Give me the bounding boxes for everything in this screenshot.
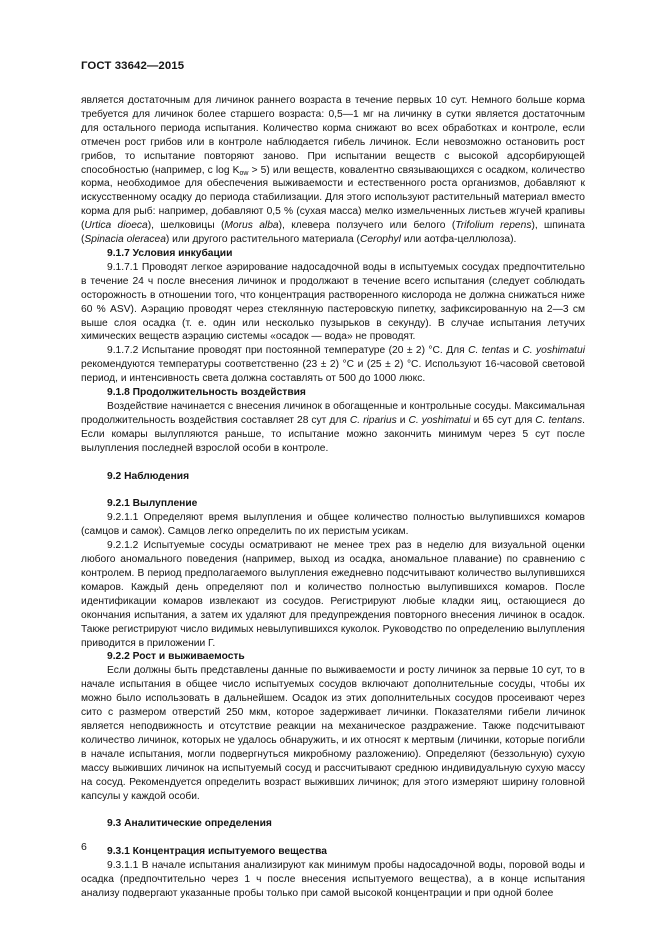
page-number: 6 (81, 841, 87, 853)
document-body (81, 94, 585, 901)
body-paragraph: 9.1.7.1 Проводят легкое аэрирование надосадочной воды в испытуемых сосудах предпочтительно в течение 24 ч после внесения личинок и продолжают в течение всего испытания (следует соблюдать осторожность в отношении того, что концентрация растворенного кислорода не должна снижаться ниже 60 % ASV). Аэрацию проводят через стеклянную пастеровскую пипетку, зафиксированную на 2—3 см выше слоя осадка (т. е. один или несколько пузырьков в секунду). В случае испытания летучих химических веществ аэрацию системы «осадок — вода» не проводят. (81, 261, 585, 343)
body-paragraph: 9.2.1.1 Определяют время вылупления и общее количество полностью вылупившихся комаров (самцов и самок). Самцов легко определить по их перистым усикам. (81, 512, 585, 538)
body-paragraph: 9.3.1.1 В начале испытания анализируют как минимум пробы надосадочной воды, поровой воды и осадка (предпочтительно через 1 ч после внесения испытуемого вещества), а в конце испытания анализу подвергают указанные пробы только при самой высокой концентрации и при одной более (81, 860, 585, 900)
section-heading: 9.2.2 Рост и выживаемость (107, 651, 245, 663)
body-paragraph: 9.1.7.2 Испытание проводят при постоянной температуре (20 ± 2) °С. Для С. tentas и С. yoshimatui рекомендуются температуры соответственно (23 ± 2) °С и (25 ± 2) °С. Используют 16-часовой световой период, и интенсивность света должна составлять от 500 до 1000 люкс. (81, 345, 586, 385)
section-heading: 9.1.8 Продолжительность воздействия (107, 387, 306, 399)
body-paragraph: Воздействие начинается с внесения личинок в обогащенные и контрольные сосуды. Максимальная продолжительность воздействия составляет 28 сут для С. riparius и С. yoshimatui и 65 сут для С. tentans. Если комары вылупляются раньше, то испытание можно закончить минимум через 5 сут после вылупления последней взрослой особи в контроле. (81, 400, 586, 454)
body-paragraph: Если должны быть представлены данные по выживаемости и росту личинок за первые 10 сут, то в начале испытания в общее число испытуемых сосудов включают дополнительные сосуды, чтобы их можно было использовать в дальнейшем. Осадок из этих дополнительных сосудов просеивают через сито с размером отверстий 250 мкм, которое задерживает личинки. Показателями гибели личинок является неподвижность и отсутствие реакции на механическое раздражение. Также подсчитывают количество личинок, которых не удалось обнаружить, и их относят к мертвым (личинки, которые погибли в начале испытания, могли подвергнуться микробному разложению). Определяют (беззольную) сухую массу выживших личинок на испытуемый сосуд и рассчитывают среднюю индивидуальную сухую массу на сосуд. Рекомендуется определить возраст выживших личинок; для этого измеряют ширину головной капсулы у каждой особи. (81, 665, 585, 802)
section-heading: 9.3 Аналитические определения (107, 818, 272, 830)
body-paragraph: является достаточным для личинок раннего возраста в течение первых 10 сут. Немного больше корма требуется для личинок более старшего возраста: 0,5—1 мг на личинку в сутки является достаточным для остального периода испытания. Количество корма снижают во всех обработках и контроле, если отмечен рост грибов или в контроле наблюдается гибель личинок. Если невозможно остановить рост грибов, то испытание повторяют заново. При испытании веществ с высокой адсорбирующей способностью (например, с $\log K_{ow} > 5$) или веществ, ковалентно связывающихся с осадком, количество корма, необходимое для обеспечения выживаемости и естественного роста организмов, добавляют к искусственному осадку до периода стабилизации. Для этого используют растительный материал вместо корма для рыб: например, добавляют 0,5 % (сухая масса) мелко измельченных листьев жгучей крапивы (Urtica dioeca), шелковицы (Morus alba), клевера ползучего или белого (Trifolium repens), шпината (Spinacia oleracea) или другого растительного материала (Cerophyl или аотфа-целлюлоза). (81, 95, 585, 246)
section-heading: 9.3.1 Концентрация испытуемого вещества (107, 846, 327, 858)
section-heading: 9.2 Наблюдения (107, 470, 190, 482)
section-heading: 9.2.1 Вылупление (107, 498, 198, 510)
section-heading: 9.1.7 Условия инкубации (107, 247, 233, 259)
body-paragraph: 9.2.1.2 Испытуемые сосуды осматривают не менее трех раз в неделю для визуальной оценки любого аномального поведения (например, выход из осадка, аномальное плавание) по сравнению с контролем. В период предполагаемого вылупления ежедневно подсчитывают количество вылупившихся комаров. Каждый день определяют пол и количество полностью вылупившихся комаров. После идентификации комаров извлекают из сосудов. Регистрируют любые кладки яиц, остающиеся до окончания испытания, а затем их удаляют для предупреждения повторного внесения личинок в осадок. Также регистрируют число видимых невылупившихся куколок. Руководство по определению вылупления приводится в приложении Г. (81, 540, 585, 649)
document-header: ГОСТ 33642—2015 (81, 60, 185, 72)
